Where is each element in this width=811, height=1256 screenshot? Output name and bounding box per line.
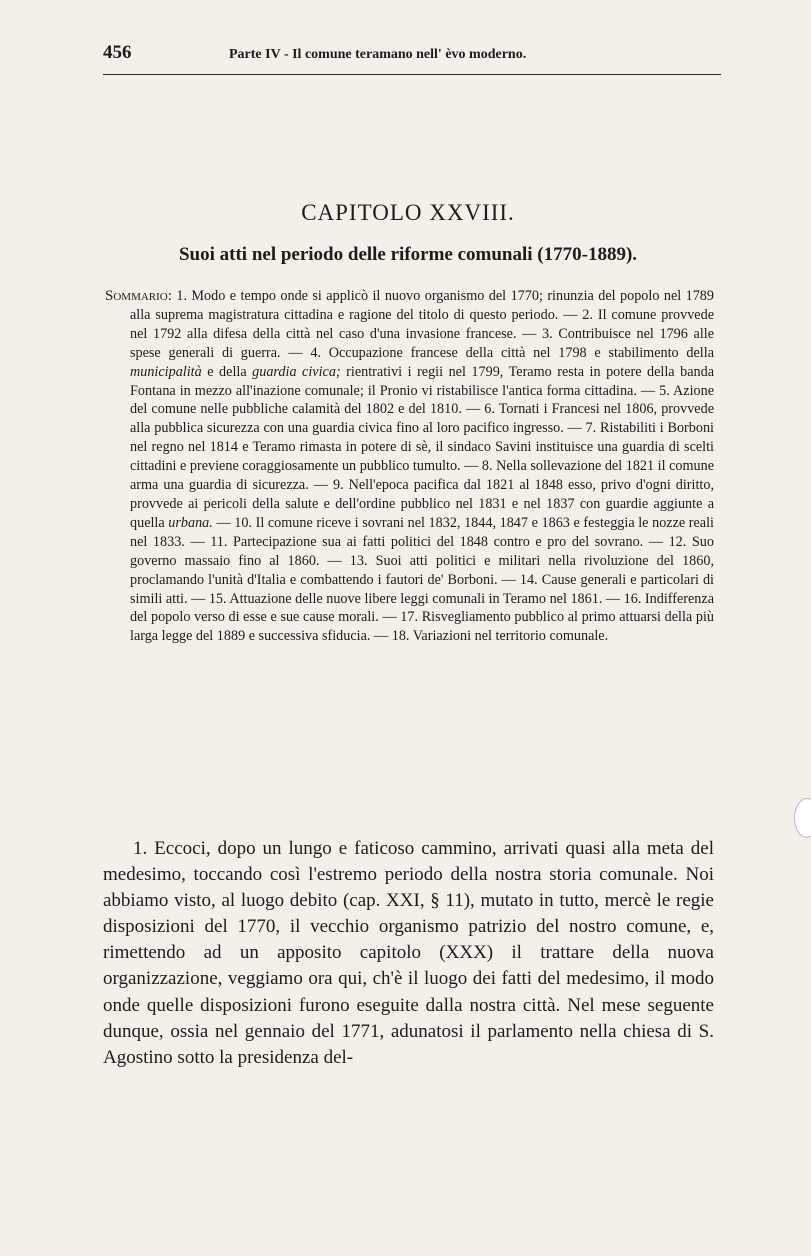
- chapter-subtitle: Suoi atti nel periodo delle riforme comunali (1770-1889).: [178, 244, 638, 265]
- summary-label: Sommario:: [105, 288, 172, 304]
- header-rule: [103, 74, 721, 75]
- summary-emphasis-urbana: urbana.: [168, 514, 213, 531]
- summary-text-3: rientrativi i regii nel 1799, Teramo resta in potere della banda Fontana in mezzo all'inazione comunale; il Pronio vi ristabilisce l'antica forma cittadina. — 5. Azione del comune nelle pubbliche calamità del 1802 e del 1810. — 6. Tornati i Francesi nel 1806, provvede alla pubblica sicurezza con una guardia civica fino al loro pacifico ingresso. — 7. Ristabiliti i Borboni nel regno nel 1814 e Teramo rimasta in potere di sè, il sindaco Savini instituisce una guardia di scelti cittadini e previene coraggiosamente un pubblico tumulto. — 8. Nella sollevazione del 1821 il comune arma una guardia di sicurezza. — 9. Nell'epoca pacifica dal 1821 al 1848 esso, privo d'ogni diritto, provvede ai pericoli della salute e dell'ordine pubblico nel 1831 e nel 1837 con guardie aggiunte a quella: [130, 363, 714, 531]
- summary-emphasis-guardia-civica: guardia civica;: [252, 363, 341, 380]
- summary-text-4: — 10. Il comune riceve i sovrani nel 1832, 1844, 1847 e 1863 e festeggia le nozze reali nel 1833. — 11. Partecipazione sua ai fatti politici del 1848 contro e pro del sovrano. — 12. Suo governo massaio fino al 1860. — 13. Suoi atti politici e militari nella rivoluzione del 1860, proclamando l'unità d'Italia e combattendo i fautori de' Borboni. — 14. Cause generali e particolari di simili atti. — 15. Attuazione delle nuove libere leggi comunali in Teramo nel 1861. — 16. Indifferenza del popolo verso di esse e sue cause morali. — 17. Risvegliamento pubblico al primo attuarsi della più larga legge del 1889 e successiva sfiducia. — 18. Variazioni nel territorio comunale.: [130, 514, 714, 645]
- chapter-title: CAPITOLO XXVIII.: [301, 200, 515, 225]
- page-header: [103, 42, 721, 76]
- summary-text-2: e della: [201, 363, 253, 380]
- running-head: Parte IV - Il comune teramano nell' èvo moderno.: [229, 47, 527, 62]
- summary-text-1: 1. Modo e tempo onde si applicò il nuovo organismo del 1770; rinunzia del popolo nel 1789 alla suprema magistratura cittadina e ragione del titolo di questo periodo. — 2. Il comune provvede nel 1792 alla difesa della città nel caso d'una invasione francese. — 3. Contribuisce nel 1796 alle spese generali di guerra. — 4. Occupazione francese della città nel 1798 e stabilimento della: [130, 288, 714, 361]
- chapter-summary: [105, 287, 714, 646]
- body-paragraph: 1. Eccoci, dopo un lungo e faticoso cammino, arrivati quasi alla meta del medesimo, toccando così l'estremo periodo della nostra storia comunale. Noi abbiamo visto, al luogo debito (cap. XXI, § 11), mutato in tutto, mercè le regie disposizioni del 1770, il vecchio organismo patrizio del nostro comune, e, rimettendo ad un apposito capitolo (XXX) il trattare della nuova organizzazione, veggiamo ora qui, ch'è il luogo dei fatti del medesimo, il modo onde quelle disposizioni furono eseguite dalla nostra città. Nel mese seguente dunque, ossia nel gennaio del 1771, adunatosi il parlamento nella chiesa di S. Agostino sotto la presidenza del-: [103, 838, 714, 1068]
- page-edge-mark: [794, 798, 811, 838]
- page-number: 456: [103, 42, 132, 63]
- summary-emphasis-municipalita: municipalità: [130, 363, 202, 380]
